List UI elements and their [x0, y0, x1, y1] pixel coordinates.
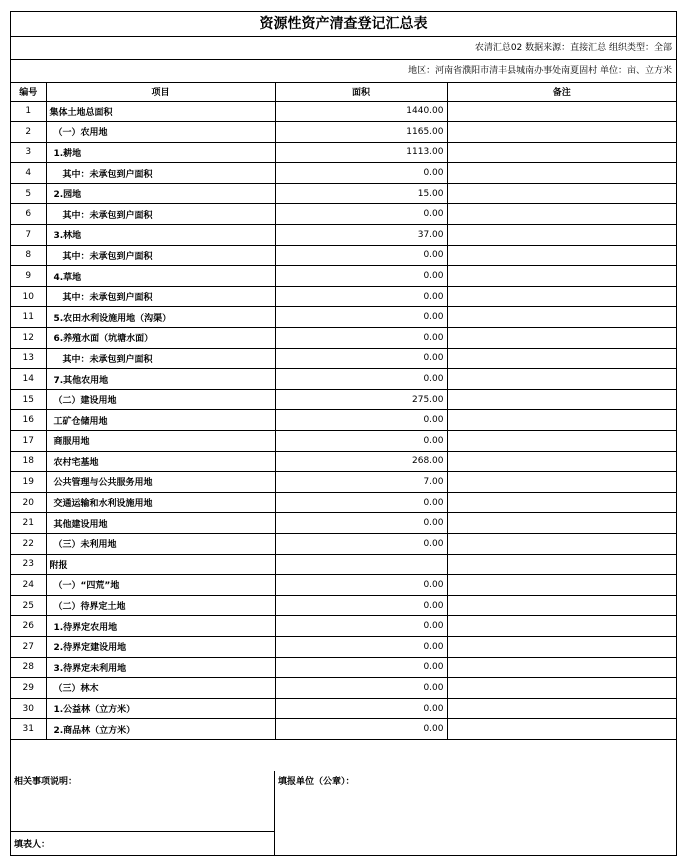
header-item: 项目 [46, 83, 275, 101]
row-num: 30 [11, 698, 46, 719]
row-num: 3 [11, 142, 46, 163]
row-item: 1.待界定农用地 [46, 616, 275, 637]
row-area: 0.00 [275, 595, 447, 616]
row-item: 集体土地总面积 [46, 101, 275, 122]
table-row [11, 636, 676, 657]
row-num: 21 [11, 513, 46, 534]
table-row [11, 369, 676, 390]
row-note [447, 575, 676, 596]
row-num: 28 [11, 657, 46, 678]
row-area: 0.00 [275, 616, 447, 637]
table-row [11, 554, 676, 575]
row-item: 其中：未承包到户面积 [46, 163, 275, 184]
row-item: 4.草地 [46, 266, 275, 287]
row-note [447, 719, 676, 740]
row-num: 12 [11, 328, 46, 349]
row-area: 7.00 [275, 472, 447, 493]
filler-label: 填表人： [14, 840, 51, 850]
row-area: 275.00 [275, 389, 447, 410]
row-item: （二）待界定土地 [46, 595, 275, 616]
row-item: 2.待界定建设用地 [46, 636, 275, 657]
row-num: 23 [11, 554, 46, 575]
row-num: 16 [11, 410, 46, 431]
row-area: 0.00 [275, 657, 447, 678]
row-note [447, 472, 676, 493]
table-row [11, 431, 676, 452]
row-item: （三）林木 [46, 678, 275, 699]
row-item: 农村宅基地 [46, 451, 275, 472]
row-item: （一）农用地 [46, 122, 275, 143]
row-area: 0.00 [275, 410, 447, 431]
row-note [447, 595, 676, 616]
row-note [447, 369, 676, 390]
row-note [447, 204, 676, 225]
asset-table [11, 83, 676, 740]
row-item: （一）“四荒”地 [46, 575, 275, 596]
table-row [11, 678, 676, 699]
region-unit-info: 地区：河南省濮阳市清丰县城南办事处南夏固村 单位：亩、立方米 [11, 60, 676, 83]
header-num: 编号 [11, 83, 46, 101]
row-num: 26 [11, 616, 46, 637]
unit-seal-label: 填报单位（公章）： [278, 777, 355, 787]
table-row [11, 616, 676, 637]
row-note [447, 142, 676, 163]
table-row [11, 719, 676, 740]
notes-section [11, 771, 275, 855]
table-row [11, 307, 676, 328]
notes-label: 相关事项说明： [14, 777, 78, 787]
table-row [11, 122, 676, 143]
summary-sheet [10, 11, 677, 856]
row-item: 6.养殖水面（坑塘水面） [46, 328, 275, 349]
table-row [11, 142, 676, 163]
row-area: 0.00 [275, 698, 447, 719]
row-item: 其中：未承包到户面积 [46, 245, 275, 266]
row-area: 0.00 [275, 513, 447, 534]
row-item: 2.园地 [46, 183, 275, 204]
table-row [11, 472, 676, 493]
row-item: 公共管理与公共服务用地 [46, 472, 275, 493]
row-item: 其中：未承包到户面积 [46, 204, 275, 225]
row-area: 0.00 [275, 678, 447, 699]
row-note [447, 348, 676, 369]
unit-section [275, 771, 676, 855]
table-row [11, 492, 676, 513]
row-num: 1 [11, 101, 46, 122]
table-row [11, 101, 676, 122]
table-header-row [11, 83, 676, 101]
row-note [447, 410, 676, 431]
row-note [447, 533, 676, 554]
row-num: 18 [11, 451, 46, 472]
row-num: 13 [11, 348, 46, 369]
row-num: 5 [11, 183, 46, 204]
table-row [11, 533, 676, 554]
header-note: 备注 [447, 83, 676, 101]
table-row [11, 245, 676, 266]
row-num: 2 [11, 122, 46, 143]
table-row [11, 225, 676, 246]
row-note [447, 163, 676, 184]
row-area: 0.00 [275, 719, 447, 740]
row-item: （三）未利用地 [46, 533, 275, 554]
row-num: 22 [11, 533, 46, 554]
row-num: 25 [11, 595, 46, 616]
table-row [11, 451, 676, 472]
row-area [275, 554, 447, 575]
row-area: 0.00 [275, 163, 447, 184]
row-num: 6 [11, 204, 46, 225]
table-row [11, 410, 676, 431]
row-note [447, 657, 676, 678]
table-row [11, 163, 676, 184]
row-num: 8 [11, 245, 46, 266]
row-area: 0.00 [275, 636, 447, 657]
row-num: 4 [11, 163, 46, 184]
row-area: 0.00 [275, 266, 447, 287]
table-row [11, 328, 676, 349]
row-num: 24 [11, 575, 46, 596]
row-note [447, 389, 676, 410]
row-num: 27 [11, 636, 46, 657]
row-note [447, 492, 676, 513]
table-row [11, 183, 676, 204]
row-area: 0.00 [275, 245, 447, 266]
row-item: 其中：未承包到户面积 [46, 286, 275, 307]
row-item: 1.公益林（立方米） [46, 698, 275, 719]
row-num: 10 [11, 286, 46, 307]
row-num: 31 [11, 719, 46, 740]
sheet-title: 资源性资产清查登记汇总表 [11, 12, 676, 37]
row-note [447, 698, 676, 719]
row-note [447, 245, 676, 266]
row-note [447, 307, 676, 328]
row-item: 3.待界定未利用地 [46, 657, 275, 678]
row-area: 0.00 [275, 286, 447, 307]
row-area: 268.00 [275, 451, 447, 472]
table-row [11, 389, 676, 410]
row-area: 0.00 [275, 204, 447, 225]
footer-divider [11, 831, 275, 832]
row-area: 1440.00 [275, 101, 447, 122]
row-num: 17 [11, 431, 46, 452]
row-area: 0.00 [275, 369, 447, 390]
row-num: 20 [11, 492, 46, 513]
table-row [11, 348, 676, 369]
row-item: 3.林地 [46, 225, 275, 246]
table-row [11, 575, 676, 596]
row-num: 29 [11, 678, 46, 699]
row-note [447, 328, 676, 349]
row-area: 15.00 [275, 183, 447, 204]
row-item: 交通运输和水利设施用地 [46, 492, 275, 513]
row-item: 2.商品林（立方米） [46, 719, 275, 740]
row-num: 19 [11, 472, 46, 493]
table-row [11, 204, 676, 225]
row-note [447, 225, 676, 246]
source-info: 农清汇总02 数据来源：直接汇总 组织类型：全部 [11, 37, 676, 60]
row-area: 1113.00 [275, 142, 447, 163]
row-item: 工矿仓储用地 [46, 410, 275, 431]
row-num: 15 [11, 389, 46, 410]
table-row [11, 286, 676, 307]
row-note [447, 122, 676, 143]
row-note [447, 616, 676, 637]
row-note [447, 554, 676, 575]
row-note [447, 636, 676, 657]
table-row [11, 657, 676, 678]
row-item: 1.耕地 [46, 142, 275, 163]
row-item: 其他建设用地 [46, 513, 275, 534]
row-note [447, 513, 676, 534]
table-row [11, 513, 676, 534]
row-item: 5.农田水利设施用地（沟渠） [46, 307, 275, 328]
row-note [447, 451, 676, 472]
row-area: 0.00 [275, 492, 447, 513]
row-area: 0.00 [275, 431, 447, 452]
row-note [447, 678, 676, 699]
row-item: 商服用地 [46, 431, 275, 452]
row-note [447, 431, 676, 452]
row-num: 11 [11, 307, 46, 328]
row-note [447, 183, 676, 204]
row-note [447, 266, 676, 287]
row-area: 0.00 [275, 348, 447, 369]
row-area: 0.00 [275, 575, 447, 596]
table-row [11, 266, 676, 287]
row-item: （二）建设用地 [46, 389, 275, 410]
row-area: 0.00 [275, 307, 447, 328]
row-num: 9 [11, 266, 46, 287]
row-item: 附报 [46, 554, 275, 575]
row-num: 7 [11, 225, 46, 246]
row-area: 1165.00 [275, 122, 447, 143]
row-area: 0.00 [275, 328, 447, 349]
table-row [11, 595, 676, 616]
row-item: 7.其他农用地 [46, 369, 275, 390]
header-area: 面积 [275, 83, 447, 101]
row-item: 其中：未承包到户面积 [46, 348, 275, 369]
row-num: 14 [11, 369, 46, 390]
row-area: 0.00 [275, 533, 447, 554]
table-row [11, 698, 676, 719]
row-note [447, 101, 676, 122]
row-note [447, 286, 676, 307]
row-area: 37.00 [275, 225, 447, 246]
